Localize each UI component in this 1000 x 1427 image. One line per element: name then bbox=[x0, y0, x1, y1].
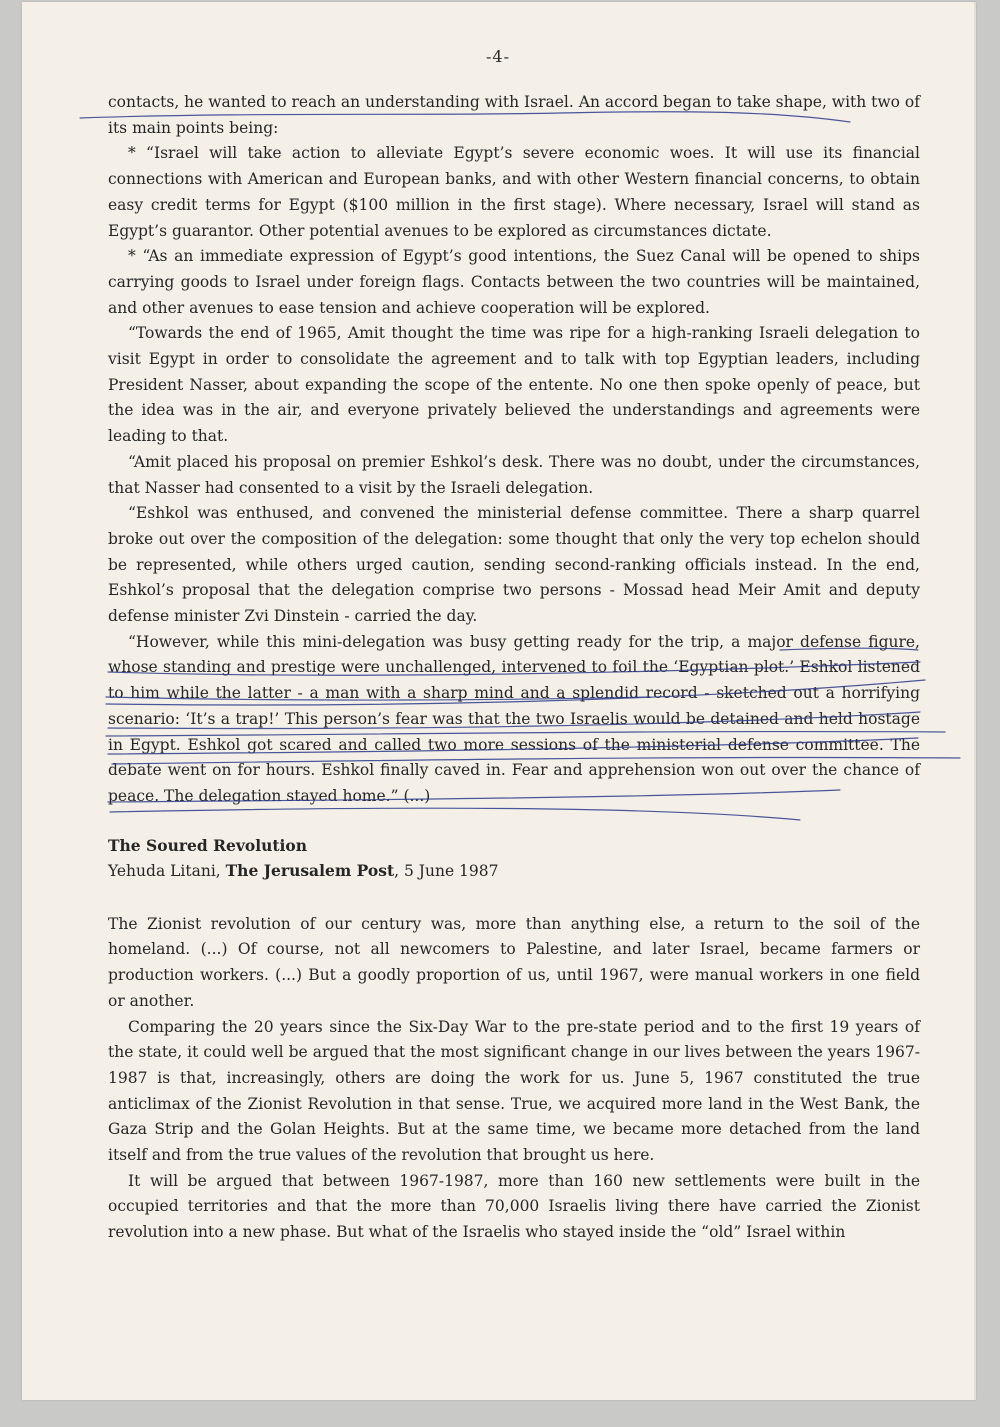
document-page bbox=[22, 2, 976, 1400]
paragraph: * “As an immediate expression of Egypt’s good intentions, the Suez Canal will be opened to ships carrying goods to Israel under foreign flags. Contacts between the two countries will be maintained, and other avenues to ease tension and achieve cooperation will be explored. bbox=[108, 247, 920, 317]
page-number: -4- bbox=[486, 47, 510, 66]
article-byline bbox=[108, 858, 920, 884]
document-body bbox=[108, 90, 920, 1246]
byline-publication: The Jerusalem Post bbox=[225, 860, 395, 880]
article-section bbox=[108, 912, 920, 1246]
paragraph: Comparing the 20 years since the Six-Day War to the pre-state period and to the first 19 years of the state, it could well be argued that the most significant change in our lives between the years 1967-1987 is that, increasingly, others are doing the work for us. June 5, 1967 constituted the true anticlimax of the Zionist Revolution in that sense. True, we acquired more land in the West Bank, the Gaza Strip and the Golan Heights. But at the same time, we became more detached from the land itself and from the true values of the revolution that brought us here. bbox=[108, 1017, 920, 1165]
paragraph: contacts, he wanted to reach an understanding with Israel. An accord began to take shape, with two of its main points being: bbox=[108, 93, 920, 137]
paragraph: * “Israel will take action to alleviate Egypt’s severe economic woes. It will use its financial connections with American and European banks, and with other Western financial concerns, to obtain easy credit terms for Egypt ($100 million in the first stage). Where necessary, Israel will stand as Egypt’s guarantor. Other potential avenues to be explored as circumstances dictate. bbox=[108, 144, 920, 240]
paragraph: “However, while this mini-delegation was busy getting ready for the trip, a major defense figure, whose standing and prestige were unchallenged, intervened to foil the ‘Egyptian plot.’ Eshkol listened to him while the latter - a man with a sharp mind and a splendid record - sketched out a horrifying scenario: ‘It’s a trap!’ This person’s fear was that the two Israelis would be detained and held hostage in Egypt. Eshkol got scared and called two more sessions of the ministerial defense committee. The debate went on for hours. Eshkol finally caved in. Fear and apprehension won out over the chance of peace. The delegation stayed home.” (...) bbox=[108, 632, 920, 805]
paragraph: “Amit placed his proposal on premier Eshkol’s desk. There was no doubt, under the circumstances, that Nasser had consented to a visit by the Israeli delegation. bbox=[108, 452, 920, 497]
paragraph: The Zionist revolution of our century was, more than anything else, a return to the soil of the homeland. (...) Of course, not all newcomers to Palestine, and later Israel, became farmers or production workers. (...) But a goodly proportion of us, until 1967, were manual workers in one field or another. bbox=[108, 914, 920, 1010]
paragraph: “Eshkol was enthused, and convened the ministerial defense committee. There a sharp quarrel broke out over the composition of the delegation: some thought that only the very top echelon should be represented, while others urged caution, sending second-ranking officials instead. In the end, Eshkol’s proposal that the delegation comprise two persons - Mossad head Meir Amit and deputy defense minister Zvi Dinstein - carried the day. bbox=[108, 504, 920, 626]
article-title: The Soured Revolution bbox=[108, 835, 308, 855]
excerpt-section bbox=[108, 90, 920, 810]
byline-date: , 5 June 1987 bbox=[394, 861, 499, 880]
paragraph: It will be argued that between 1967-1987, more than 160 new settlements were built in the occupied territories and that the more than 70,000 Israelis living there have carried the Zionist revolution into a new phase. But what of the Israelis who stayed inside the “old” Israel within bbox=[108, 1171, 920, 1242]
byline-author: Yehuda Litani, bbox=[108, 861, 226, 880]
paragraph: “Towards the end of 1965, Amit thought the time was ripe for a high-ranking Israeli delegation to visit Egypt in order to consolidate the agreement and to talk with top Egyptian leaders, including President Nasser, about expanding the scope of the entente. No one then spoke openly of peace, but the idea was in the air, and everyone privately believed the understandings and agreements were leading to that. bbox=[108, 324, 920, 446]
